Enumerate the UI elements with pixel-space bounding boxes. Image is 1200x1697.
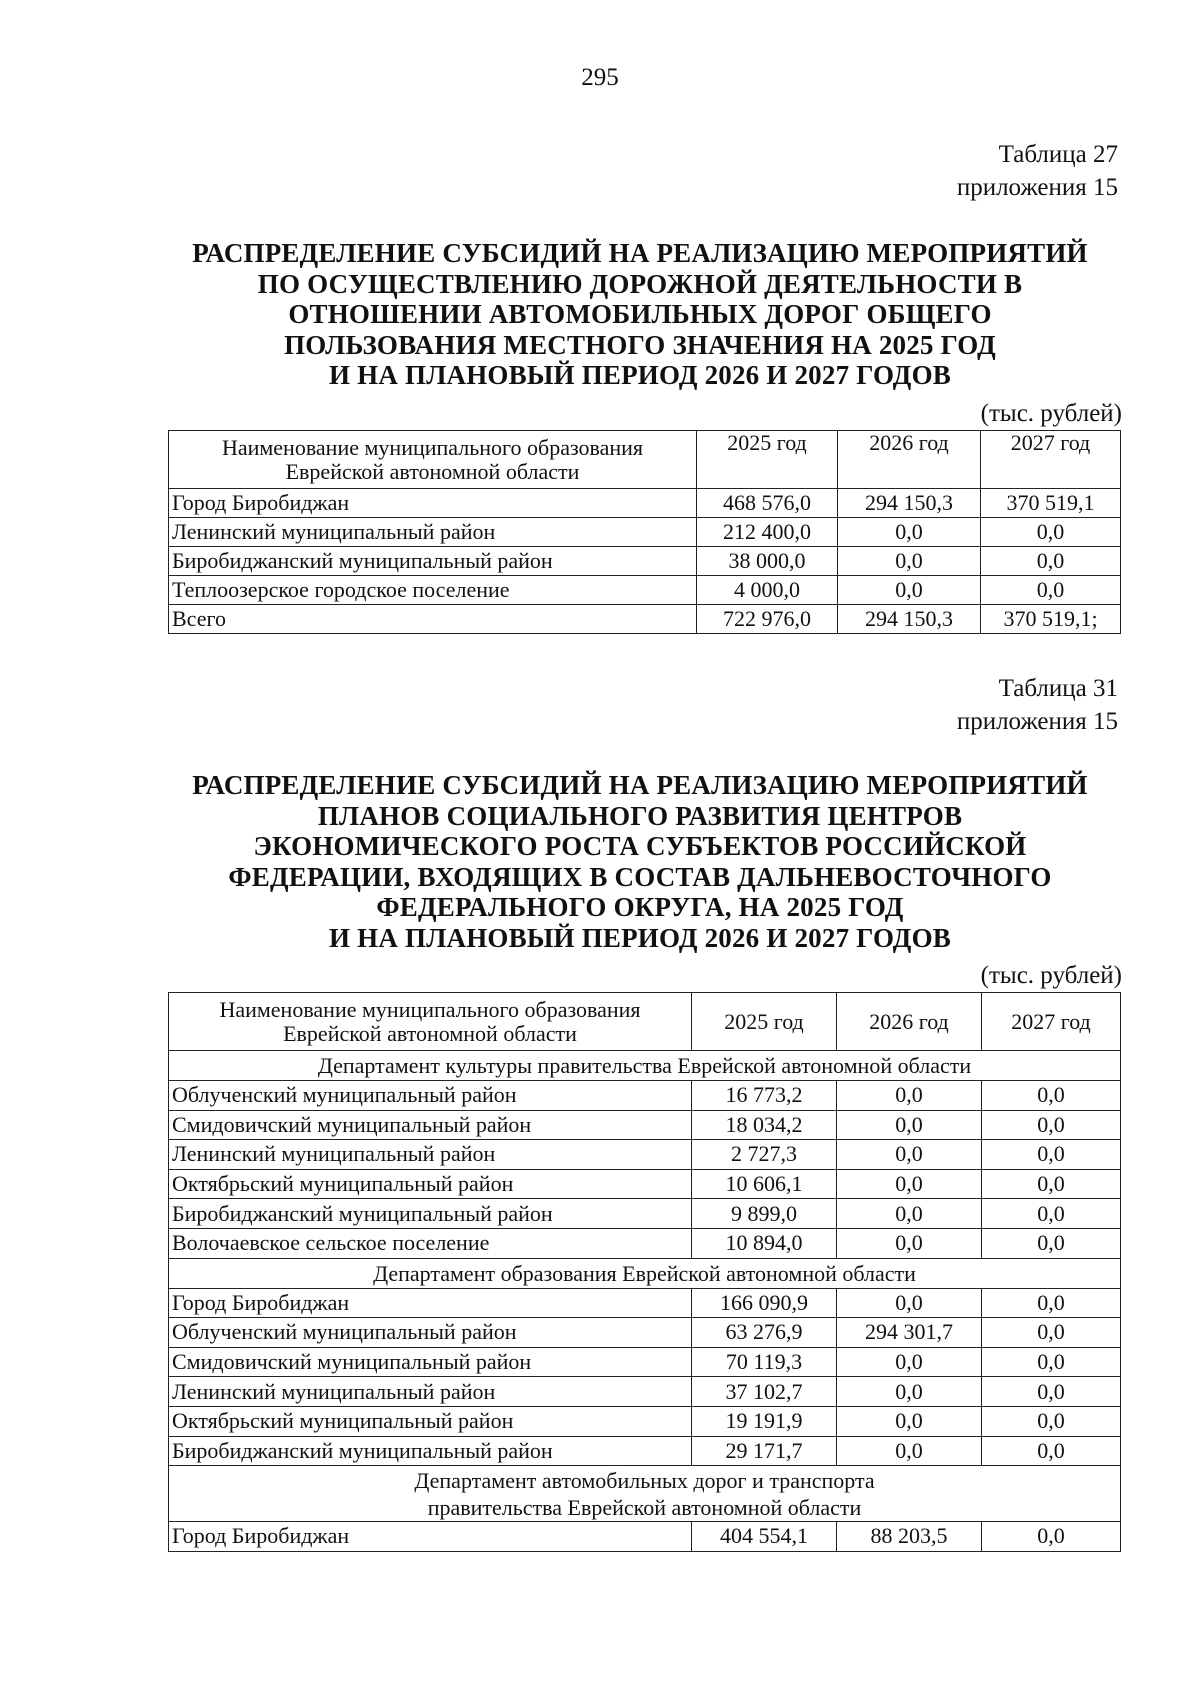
value-2025-cell: 29 171,7: [692, 1436, 837, 1466]
table31-title-line: ФЕДЕРАЛЬНОГО ОКРУГА, НА 2025 ГОД: [376, 892, 904, 922]
value-2025-cell: 63 276,9: [692, 1318, 837, 1348]
table27-reference-line1: Таблица 27: [998, 141, 1118, 168]
header-2026: 2026 год: [837, 993, 982, 1051]
table-row: [169, 1377, 1121, 1407]
value-2025-cell: 166 090,9: [692, 1288, 837, 1318]
row-name-cell: Теплоозерское городское поселение: [169, 576, 697, 605]
value-2027-cell: 370 519,1;: [981, 605, 1121, 634]
value-2027-cell: 0,0: [981, 576, 1121, 605]
value-2026-cell: 0,0: [838, 547, 981, 576]
value-2026-cell: 0,0: [837, 1081, 982, 1111]
value-2027-cell: 0,0: [982, 1228, 1121, 1258]
value-2026-cell: 88 203,5: [837, 1522, 982, 1552]
row-name-cell: Облученский муниципальный район: [169, 1081, 692, 1111]
header-2025: 2025 год: [692, 993, 837, 1051]
value-2027-cell: 370 519,1: [981, 489, 1121, 518]
table31-title-line: ПЛАНОВ СОЦИАЛЬНОГО РАЗВИТИЯ ЦЕНТРОВ: [317, 800, 963, 831]
table27-title: [160, 238, 1120, 391]
table-row: [169, 518, 1121, 547]
table31-title-line: И НА ПЛАНОВЫЙ ПЕРИОД 2026 И 2027 ГОДОВ: [329, 922, 951, 953]
value-2026-cell: 0,0: [837, 1199, 982, 1229]
table-row: [169, 1110, 1121, 1140]
value-2026-cell: 0,0: [837, 1347, 982, 1377]
row-name-cell: Смидовичский муниципальный район: [169, 1110, 692, 1140]
row-name-cell: Город Биробиджан: [169, 489, 697, 518]
table27-title-line: ПО ОСУЩЕСТВЛЕНИЮ ДОРОЖНОЙ ДЕЯТЕЛЬНОСТИ В: [257, 268, 1023, 299]
row-name-cell: Волочаевское сельское поселение: [169, 1228, 692, 1258]
table31-reference: [957, 672, 1118, 738]
header-name-line1: Наименование муниципального образования: [221, 434, 644, 460]
value-2027-cell: 0,0: [982, 1436, 1121, 1466]
table-row: [169, 1347, 1121, 1377]
row-name-cell: Ленинский муниципальный район: [169, 1140, 692, 1170]
table31-title: [160, 770, 1120, 953]
table31-title-line: РАСПРЕДЕЛЕНИЕ СУБСИДИЙ НА РЕАЛИЗАЦИЮ МЕРОПРИЯТИЙ: [192, 770, 1088, 800]
page-number: 295: [581, 64, 619, 91]
header-2027: 2027 год: [982, 993, 1121, 1051]
value-2025-cell: 16 773,2: [692, 1081, 837, 1111]
value-2026-cell: 0,0: [837, 1110, 982, 1140]
header-name-cell: [169, 431, 697, 489]
value-2026-cell: 0,0: [837, 1228, 982, 1258]
row-name-cell: Всего: [169, 605, 697, 634]
table27: [168, 430, 1121, 634]
value-2026-cell: 0,0: [837, 1169, 982, 1199]
row-name-cell: Город Биробиджан: [169, 1522, 692, 1552]
section-title-roads-line1: Департамент автомобильных дорог и транспорта: [414, 1467, 875, 1493]
row-name-cell: Биробиджанский муниципальный район: [169, 1199, 692, 1229]
table27-reference-line2: приложения 15: [956, 174, 1118, 201]
section-header-row: [169, 1258, 1121, 1288]
value-2025-cell: 38 000,0: [697, 547, 838, 576]
table-row: [169, 1288, 1121, 1318]
row-name-cell: Ленинский муниципальный район: [169, 518, 697, 547]
value-2027-cell: 0,0: [982, 1199, 1121, 1229]
value-2027-cell: 0,0: [982, 1406, 1121, 1436]
value-2026-cell: 294 150,3: [838, 605, 981, 634]
row-name-cell: Ленинский муниципальный район: [169, 1377, 692, 1407]
table27-reference: [957, 138, 1118, 204]
value-2027-cell: 0,0: [981, 518, 1121, 547]
table-row: [169, 547, 1121, 576]
row-name-cell: Октябрьский муниципальный район: [169, 1169, 692, 1199]
row-name-cell: Облученский муниципальный район: [169, 1318, 692, 1348]
section-header-row: [169, 1466, 1121, 1522]
value-2027-cell: 0,0: [982, 1347, 1121, 1377]
value-2025-cell: 2 727,3: [692, 1140, 837, 1170]
value-2027-cell: 0,0: [982, 1140, 1121, 1170]
table-row: [169, 1522, 1121, 1552]
table-row: [169, 1318, 1121, 1348]
header-2027: 2027 год: [981, 431, 1121, 489]
row-name-cell: Смидовичский муниципальный район: [169, 1347, 692, 1377]
value-2025-cell: 10 894,0: [692, 1228, 837, 1258]
table-row: [169, 1406, 1121, 1436]
table-row: [169, 576, 1121, 605]
header-name-line1: Наименование муниципального образования: [219, 996, 641, 1022]
section-education-body: [169, 1288, 1121, 1466]
table31-unit: (тыс. рублей): [980, 962, 1122, 989]
value-2027-cell: 0,0: [982, 1081, 1121, 1111]
section-title-roads: [169, 1466, 1121, 1522]
value-2027-cell: 0,0: [982, 1288, 1121, 1318]
table31-reference-line2: приложения 15: [956, 708, 1118, 735]
section-title-education: Департамент образования Еврейской автономной области: [169, 1258, 1121, 1288]
row-name-cell: Октябрьский муниципальный район: [169, 1406, 692, 1436]
value-2025-cell: 9 899,0: [692, 1199, 837, 1229]
table31-reference-line1: Таблица 31: [998, 675, 1118, 702]
value-2027-cell: 0,0: [981, 547, 1121, 576]
value-2025-cell: 70 119,3: [692, 1347, 837, 1377]
table-row: [169, 1169, 1121, 1199]
value-2025-cell: 404 554,1: [692, 1522, 837, 1552]
value-2027-cell: 0,0: [982, 1169, 1121, 1199]
table27-title-line: И НА ПЛАНОВЫЙ ПЕРИОД 2026 И 2027 ГОДОВ: [329, 360, 951, 390]
header-2026: 2026 год: [838, 431, 981, 489]
table-row: [169, 1228, 1121, 1258]
table-row: [169, 1140, 1121, 1170]
value-2026-cell: 294 301,7: [837, 1318, 982, 1348]
header-name-line2: Еврейской автономной области: [285, 458, 580, 484]
section-culture-body: [169, 1081, 1121, 1259]
value-2027-cell: 0,0: [982, 1522, 1121, 1552]
table27-title-line: ОТНОШЕНИИ АВТОМОБИЛЬНЫХ ДОРОГ ОБЩЕГО: [288, 299, 992, 329]
row-name-cell: Биробиджанский муниципальный район: [169, 547, 697, 576]
table-row: [169, 1199, 1121, 1229]
value-2025-cell: 4 000,0: [697, 576, 838, 605]
value-2027-cell: 0,0: [982, 1377, 1121, 1407]
table31-title-line: ЭКОНОМИЧЕСКОГО РОСТА СУБЪЕКТОВ РОССИЙСКОЙ: [253, 831, 1027, 861]
table27-title-line: РАСПРЕДЕЛЕНИЕ СУБСИДИЙ НА РЕАЛИЗАЦИЮ МЕРОПРИЯТИЙ: [192, 238, 1088, 268]
table-row: [169, 1436, 1121, 1466]
value-2026-cell: 0,0: [838, 518, 981, 547]
value-2027-cell: 0,0: [982, 1110, 1121, 1140]
table-row: [169, 489, 1121, 518]
table31-title-line: ФЕДЕРАЦИИ, ВХОДЯЩИХ В СОСТАВ ДАЛЬНЕВОСТОЧНОГО: [228, 861, 1052, 892]
value-2025-cell: 212 400,0: [697, 518, 838, 547]
value-2025-cell: 19 191,9: [692, 1406, 837, 1436]
value-2026-cell: 0,0: [837, 1377, 982, 1407]
table-row: [169, 605, 1121, 634]
value-2026-cell: 0,0: [837, 1406, 982, 1436]
value-2025-cell: 10 606,1: [692, 1169, 837, 1199]
value-2026-cell: 0,0: [838, 576, 981, 605]
row-name-cell: Биробиджанский муниципальный район: [169, 1436, 692, 1466]
table27-unit: (тыс. рублей): [980, 400, 1122, 427]
header-name-cell: [169, 993, 692, 1051]
section-header-row: [169, 1051, 1121, 1081]
table31: [168, 992, 1121, 1552]
section-title-roads-line2: правительства Еврейской автономной области: [427, 1494, 862, 1520]
value-2025-cell: 18 034,2: [692, 1110, 837, 1140]
value-2026-cell: 0,0: [837, 1436, 982, 1466]
value-2027-cell: 0,0: [982, 1318, 1121, 1348]
value-2025-cell: 468 576,0: [697, 489, 838, 518]
header-2025: 2025 год: [697, 431, 838, 489]
table-row: [169, 1081, 1121, 1111]
table27-header-row: [169, 431, 1121, 489]
value-2026-cell: 0,0: [837, 1140, 982, 1170]
header-name-line2: Еврейской автономной области: [283, 1020, 577, 1046]
section-roads-body: [169, 1522, 1121, 1552]
value-2026-cell: 0,0: [837, 1288, 982, 1318]
section-title-culture: Департамент культуры правительства Еврейской автономной области: [169, 1051, 1121, 1081]
value-2025-cell: 37 102,7: [692, 1377, 837, 1407]
table27-body: [169, 489, 1121, 634]
value-2026-cell: 294 150,3: [838, 489, 981, 518]
table31-header-row: [169, 993, 1121, 1051]
row-name-cell: Город Биробиджан: [169, 1288, 692, 1318]
value-2025-cell: 722 976,0: [697, 605, 838, 634]
table27-title-line: ПОЛЬЗОВАНИЯ МЕСТНОГО ЗНАЧЕНИЯ НА 2025 ГОД: [284, 329, 996, 360]
